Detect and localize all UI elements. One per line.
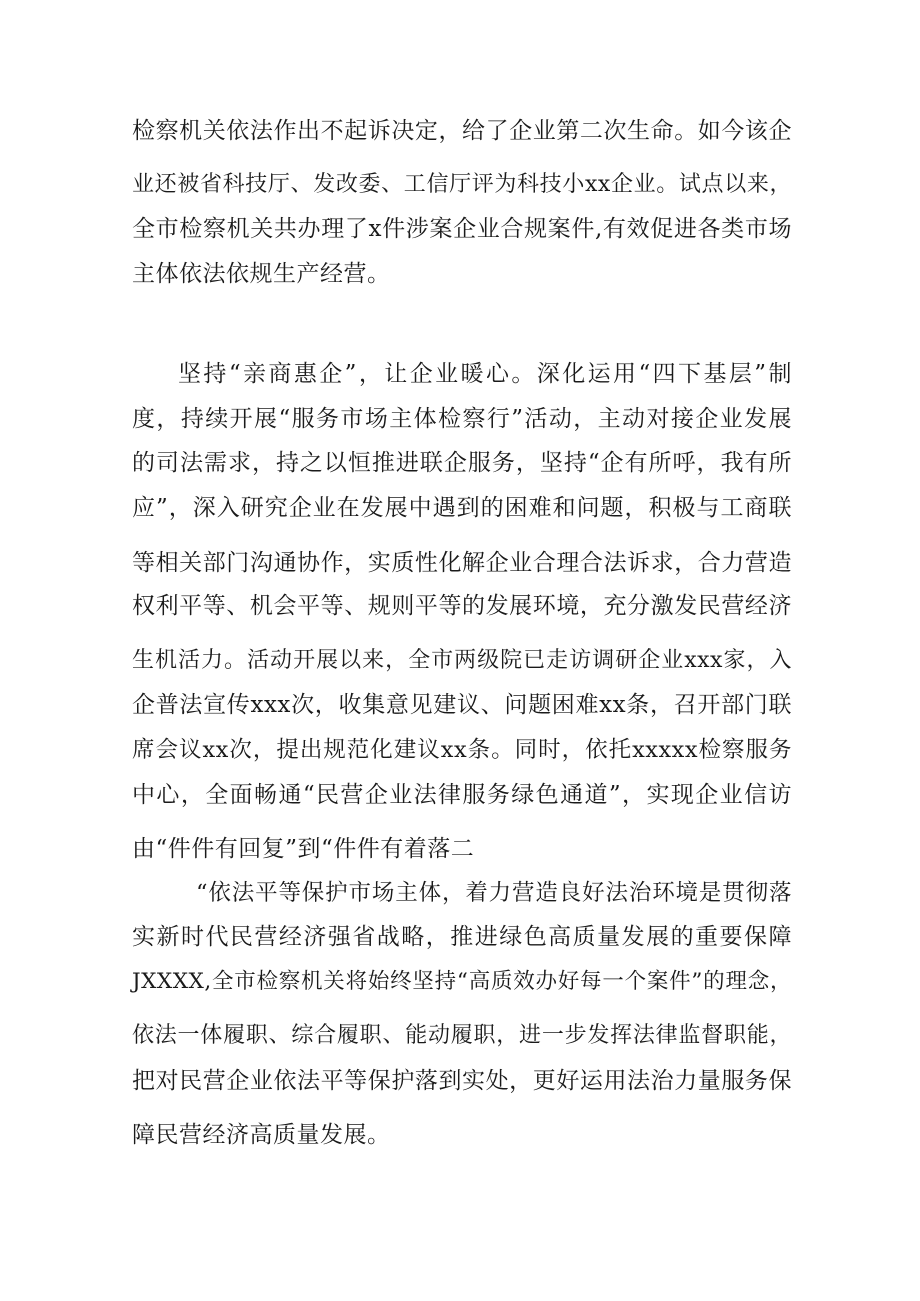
paragraph-2-line-10: 中心，全面畅通“民营企业法律服务绿色通道”，实现企业信访 xyxy=(132,782,792,808)
paragraph-2-line-7: 生机活力。活动开展以来，全市两级院已走访调研企业xxx家，入 xyxy=(132,648,792,673)
paragraph-3-line-6: 障民营经济高质量发展。 xyxy=(132,1122,391,1148)
paragraph-2-line-2: 度，持续开展“服务市场主体检察行”活动，主动对接企业发展 xyxy=(132,406,792,432)
paragraph-3-line-1: “依法平等保护市场主体，着力营造良好法治环境是贯彻落 xyxy=(196,880,792,906)
paragraph-1-line-4: 主体依法依规生产经营。 xyxy=(132,261,391,287)
paragraph-3-line-4: 依法一体履职、综合履职、能动履职，进一步发挥法律监督职能， xyxy=(132,1023,792,1048)
paragraph-1-line-2: 业还被省科技厅、发改委、工信厅评为科技小xx企业。试点以来， xyxy=(132,172,792,197)
paragraph-2-line-3: 的司法需求，持之以恒推进联企服务，坚持“企有所呼，我有所 xyxy=(132,450,792,476)
paragraph-2-line-11: 由“件件有回复”到“件件有着落二 xyxy=(132,836,475,862)
paragraph-3-line-3: JXXXX,全市检察机关将始终坚持“高质效办好每一个案件”的理念， xyxy=(132,969,792,994)
paragraph-2-line-1: 坚持“亲商惠企”，让企业暖心。深化运用“四下基层”制 xyxy=(178,361,792,387)
paragraph-1-line-1: 检察机关依法作出不起诉决定，给了企业第二次生命。如今该企 xyxy=(132,118,792,144)
paragraph-3-line-2: 实新时代民营经济强省战略，推进绿色高质量发展的重要保障 xyxy=(132,924,792,950)
paragraph-2-line-8: 企普法宣传xxx次，收集意见建议、问题困难xx条，召开部门联 xyxy=(132,692,792,718)
paragraph-2-line-6: 权利平等、机会平等、规则平等的发展环境，充分激发民营经济 xyxy=(132,593,792,619)
paragraph-2-line-5: 等相关部门沟通协作，实质性化解企业合理合法诉求，合力营造 xyxy=(132,550,792,576)
paragraph-2-line-9: 席会议xx次，提出规范化建议xx条。同时，依托xxxxx检察服务 xyxy=(132,737,792,763)
paragraph-3-line-5: 把对民营企业依法平等保护落到实处，更好运用法治力量服务保 xyxy=(132,1068,792,1094)
paragraph-2-line-4: 应”，深入研究企业在发展中遇到的困难和问题，积极与工商联 xyxy=(132,495,792,521)
paragraph-1-line-3: 全市检察机关共办理了x件涉案企业合规案件,有效促进各类市场 xyxy=(132,216,792,242)
